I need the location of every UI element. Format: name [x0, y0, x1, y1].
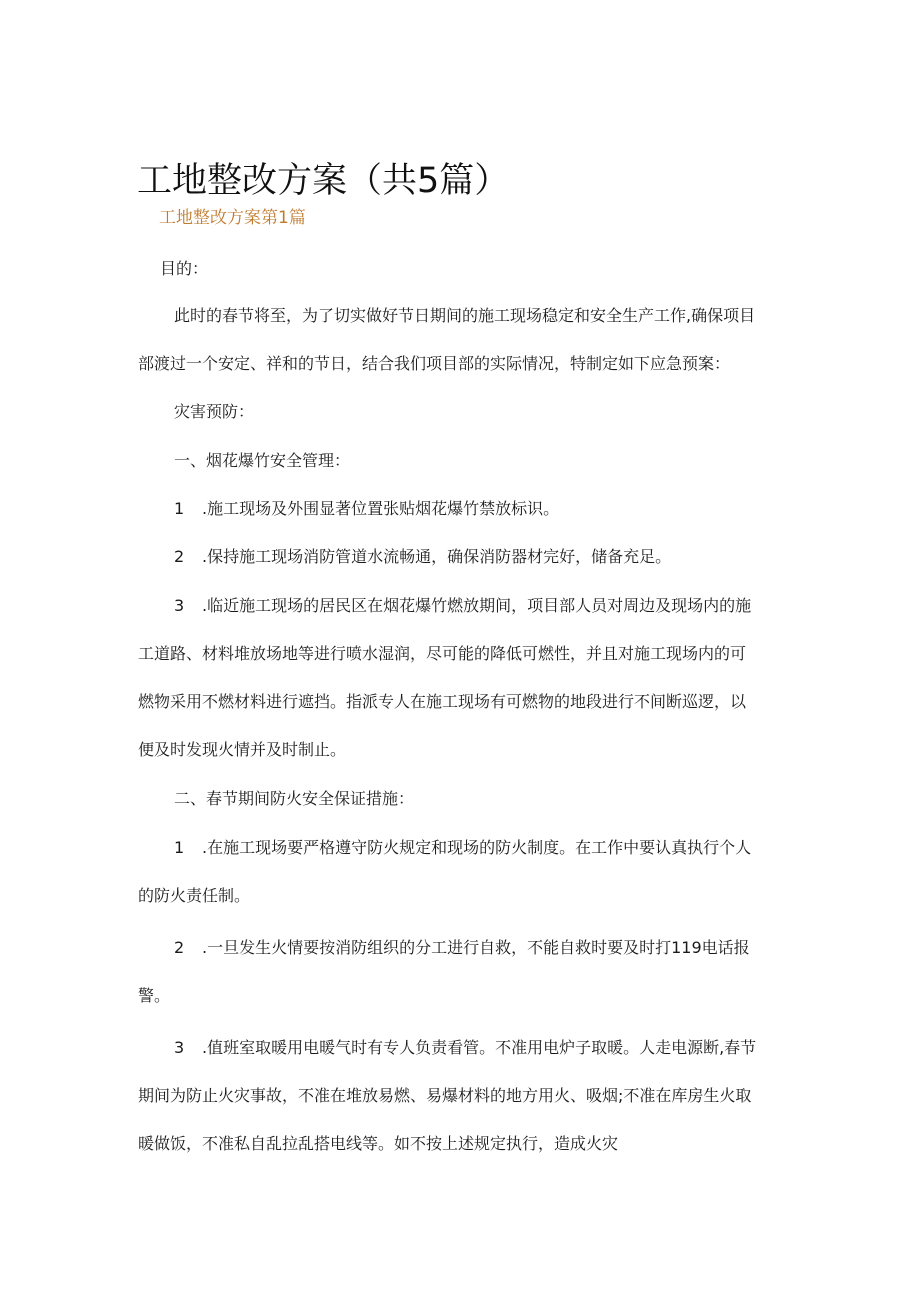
list-item-fireworks-3: [138, 582, 786, 774]
paragraph-line: 部渡过一个安定、祥和的节日，结合我们项目部的实际情况，特制定如下应急预案：: [138, 354, 731, 373]
list-item-fire-safety-2: [138, 924, 786, 1020]
paragraph-line: 便及时发现火情并及时制止。: [138, 740, 347, 759]
list-number: 2: [174, 547, 185, 566]
paragraph-line: 的防火责任制。: [138, 886, 251, 905]
paragraph-line: .在施工现场要严格遵守防火规定和现场的防火制度。在工作中要认真执行个人: [202, 838, 752, 857]
list-item-fireworks-2: [138, 533, 786, 581]
list-item-fireworks-1: [138, 485, 786, 533]
paragraph-line: 警。: [138, 986, 171, 1005]
paragraph-line: 暖做饭，不准私自乱拉乱搭电线等。如不按上述规定执行，造成火灾: [138, 1134, 619, 1153]
list-number: 1: [174, 838, 185, 857]
paragraph-line: .一旦发生火情要按消防组织的分工进行自救，不能自救时要及时打119电话报: [202, 938, 750, 957]
list-number: 3: [174, 1038, 185, 1057]
paragraph-line: 期间为防止火灾事故，不准在堆放易燃、易爆材料的地方用火、吸烟;不准在库房生火取: [138, 1086, 752, 1105]
paragraph-line: 此时的春节将至，为了切实做好节日期间的施工现场稳定和安全生产工作,确保项目: [174, 306, 756, 325]
paragraph-intro: [138, 292, 786, 388]
list-item-fire-safety-3: [138, 1024, 786, 1168]
paragraph-line: .保持施工现场消防管道水流畅通，确保消防器材完好，储备充足。: [202, 547, 672, 566]
list-number: 1: [174, 499, 185, 518]
paragraph-line: 工道路、材料堆放场地等进行喷水湿润，尽可能的降低可燃性，并且对施工现场内的可: [138, 644, 747, 663]
paragraph-line: 目的：: [160, 259, 209, 278]
paragraph-line: 燃物采用不燃材料进行遮挡。指派专人在施工现场有可燃物的地段进行不间断巡逻，以: [138, 692, 747, 711]
paragraph-line: .值班室取暖用电暖气时有专人负责看管。不准用电炉子取暖。人走电源断,春节: [202, 1038, 757, 1057]
paragraph-line: 二、春节期间防火安全保证措施：: [174, 789, 415, 808]
list-number: 2: [174, 938, 185, 957]
paragraph-disaster-prevention: [138, 388, 786, 436]
paragraph-line: .施工现场及外围显著位置张贴烟花爆竹禁放标识。: [202, 499, 560, 518]
paragraph-purpose-label: [138, 245, 786, 293]
list-number: 3: [174, 596, 185, 615]
paragraph-line: 一、烟花爆竹安全管理：: [174, 451, 351, 470]
document-title: 工地整改方案（共5篇）: [137, 161, 510, 202]
paragraph-line: 灾害预防：: [174, 402, 255, 421]
list-item-fire-safety-1: [138, 824, 786, 920]
section-heading: 工地整改方案第1篇: [159, 208, 306, 228]
section-heading-fireworks: [138, 437, 786, 485]
section-heading-fire-safety: [138, 775, 786, 823]
paragraph-line: .临近施工现场的居民区在烟花爆竹燃放期间，项目部人员对周边及现场内的施: [202, 596, 752, 615]
